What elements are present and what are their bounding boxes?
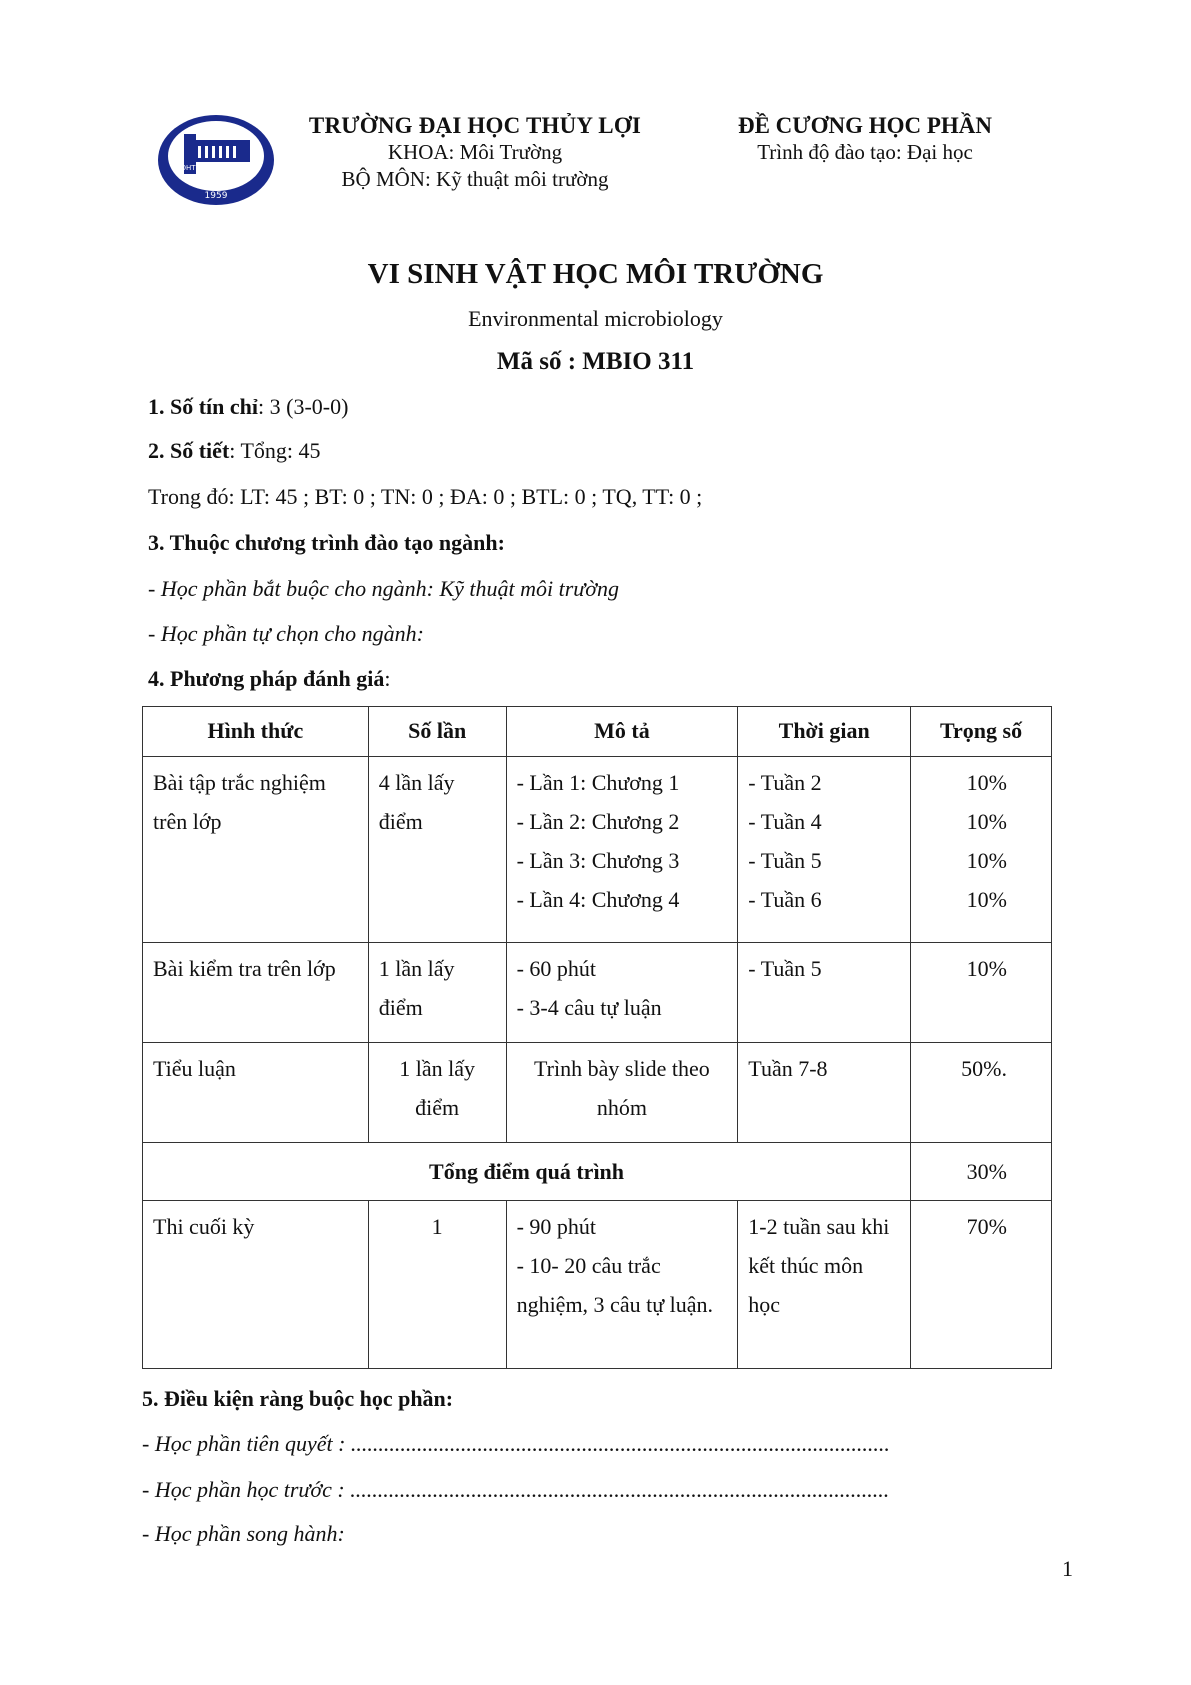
university-logo xyxy=(154,112,278,208)
table-row xyxy=(143,1201,1052,1369)
credits-label: 1. Số tín chỉ xyxy=(148,394,259,419)
desc-line: - Lần 2: Chương 2 xyxy=(516,809,680,834)
cell-time: Tuần 7-8 xyxy=(738,1043,911,1143)
col-header-weight: Trọng số xyxy=(911,707,1052,757)
program-elective: - Học phần tự chọn cho ngành: xyxy=(148,621,424,646)
table-total-row xyxy=(143,1143,1052,1201)
desc-line: - Lần 1: Chương 1 xyxy=(516,770,680,795)
section-credits xyxy=(148,394,348,420)
faculty-name: KHOA: Môi Trường xyxy=(387,140,563,164)
desc-line: - 10- 20 câu trắc nghiệm, 3 câu tự luận. xyxy=(516,1253,713,1317)
university-name: TRƯỜNG ĐẠI HỌC THỦY LỢI xyxy=(308,113,642,138)
cell-count: 1 lần lấy điểm xyxy=(368,1043,506,1143)
section-constraints: 5. Điều kiện ràng buộc học phần: xyxy=(142,1386,454,1411)
periods-detail: Trong đó: LT: 45 ; BT: 0 ; TN: 0 ; ĐA: 0 ; BTL: 0 ; TQ, TT: 0 ; xyxy=(148,484,703,509)
assessment-label: 4. Phương pháp đánh giá xyxy=(148,666,385,691)
cell-time: 1-2 tuần sau khi kết thúc môn học xyxy=(738,1201,911,1369)
cell-description xyxy=(506,1201,738,1369)
logo-text: ĐHTL xyxy=(180,164,200,172)
table-header-row xyxy=(143,707,1052,757)
document-type: ĐỀ CƯƠNG HỌC PHẦN xyxy=(737,113,993,138)
training-level: Trình độ đào tạo: Đại học xyxy=(757,140,973,164)
cell-description xyxy=(506,943,738,1043)
section-periods xyxy=(148,438,321,464)
col-header-time: Thời gian xyxy=(738,707,911,757)
cell-weight xyxy=(911,757,1052,943)
cell-count: 4 lần lấy điểm xyxy=(368,757,506,943)
desc-line: - Lần 3: Chương 3 xyxy=(516,848,680,873)
page-number: 1 xyxy=(1062,1556,1073,1581)
col-header-description: Mô tả xyxy=(506,707,738,757)
credits-value: : 3 (3-0-0) xyxy=(258,394,349,419)
cell-count: 1 xyxy=(368,1201,506,1369)
cell-weight: 70% xyxy=(911,1201,1052,1369)
logo-year: 1959 xyxy=(204,191,228,201)
col-header-form: Hình thức xyxy=(143,707,369,757)
time-line: - Tuần 5 xyxy=(748,848,822,873)
weight-line: 10% xyxy=(966,809,1007,834)
course-english-title: Environmental microbiology xyxy=(468,306,723,331)
cell-weight: 10% xyxy=(911,943,1052,1043)
assessment-table xyxy=(142,706,1052,1369)
cell-weight: 50%. xyxy=(911,1043,1052,1143)
cell-form: Bài tập trắc nghiệm trên lớp xyxy=(143,757,369,943)
cell-form: Thi cuối kỳ xyxy=(143,1201,369,1369)
total-weight: 30% xyxy=(911,1143,1052,1201)
desc-line: - 90 phút xyxy=(516,1214,597,1239)
section-assessment xyxy=(148,666,390,692)
table-row xyxy=(143,943,1052,1043)
total-label: Tổng điểm quá trình xyxy=(143,1143,911,1201)
weight-line: 10% xyxy=(966,887,1007,912)
department-name: BỘ MÔN: Kỹ thuật môi trường xyxy=(341,167,609,191)
cell-form: Tiểu luận xyxy=(143,1043,369,1143)
cell-description xyxy=(506,757,738,943)
course-title: VI SINH VẬT HỌC MÔI TRƯỜNG xyxy=(367,258,824,290)
program-required: - Học phần bắt buộc cho ngành: Kỹ thuật môi trường xyxy=(148,576,620,601)
header-right xyxy=(720,112,1010,166)
constraint-prerequisite: - Học phần tiên quyết : .................................................................................................. xyxy=(142,1431,890,1456)
col-header-count: Số lần xyxy=(368,707,506,757)
weight-line: 10% xyxy=(966,848,1007,873)
section-program: 3. Thuộc chương trình đào tạo ngành: xyxy=(148,530,505,555)
cell-time xyxy=(738,757,911,943)
table-row xyxy=(143,1043,1052,1143)
assessment-colon: : xyxy=(384,666,391,691)
time-line: - Tuần 4 xyxy=(748,809,822,834)
periods-label: 2. Số tiết xyxy=(148,438,230,463)
header-left xyxy=(280,112,670,193)
time-line: - Tuần 6 xyxy=(748,887,822,912)
cell-count: 1 lần lấy điểm xyxy=(368,943,506,1043)
constraint-concurrent: - Học phần song hành: xyxy=(142,1521,345,1546)
cell-form: Bài kiểm tra trên lớp xyxy=(143,943,369,1043)
desc-line: - 60 phút xyxy=(516,956,597,981)
constraint-prior: - Học phần học trước : .................................................................................................. xyxy=(142,1477,890,1502)
cell-description: Trình bày slide theo nhóm xyxy=(506,1043,738,1143)
weight-line: 10% xyxy=(966,770,1007,795)
table-row xyxy=(143,757,1052,943)
time-line: - Tuần 2 xyxy=(748,770,822,795)
periods-value: : Tổng: 45 xyxy=(229,438,321,463)
course-code: Mã số : MBIO 311 xyxy=(496,348,695,375)
desc-line: - 3-4 câu tự luận xyxy=(516,995,662,1020)
cell-time: - Tuần 5 xyxy=(738,943,911,1043)
desc-line: - Lần 4: Chương 4 xyxy=(516,887,680,912)
